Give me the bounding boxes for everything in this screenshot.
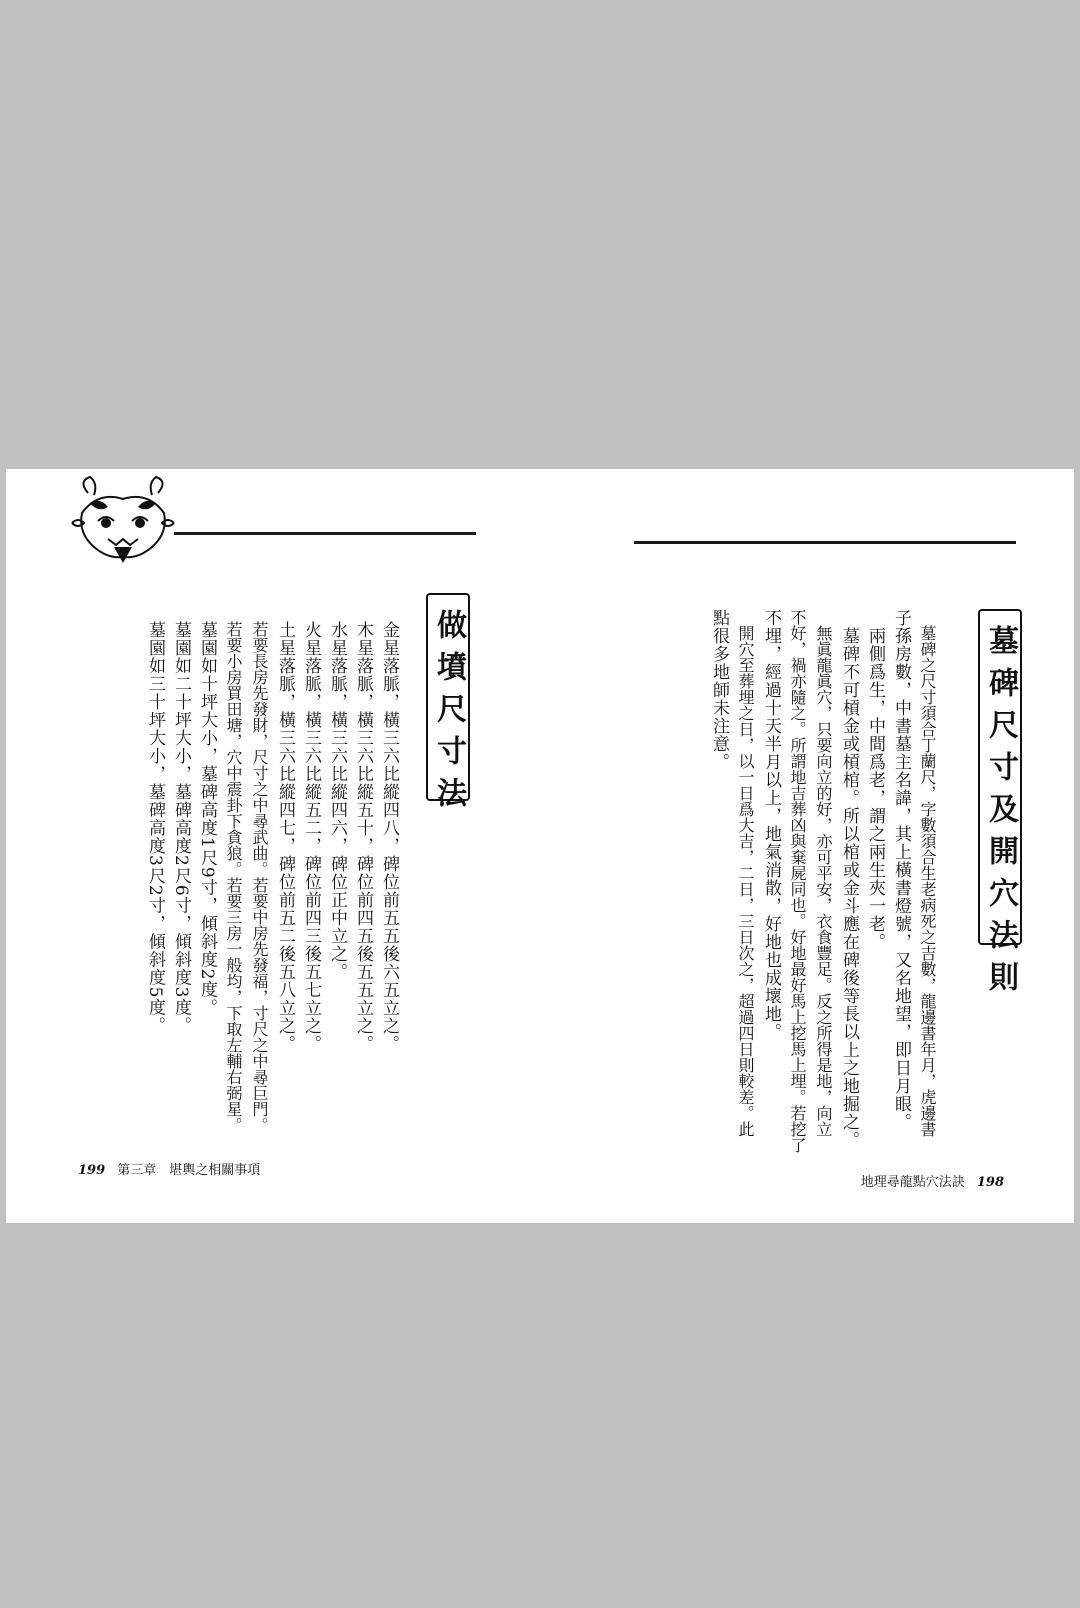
section-title: 做墳尺寸法: [426, 593, 470, 801]
text-column: 若要長房先發財，尺寸之中尋武曲。若要中房先發福，寸尺之中尋巨門。: [250, 621, 269, 1133]
section-title: 墓碑尺寸及開穴法則: [978, 609, 1022, 945]
text-column: 不好，禍亦隨之。所謂地吉葬凶與棄屍同也。好地最好馬上挖馬上埋。若挖了: [788, 609, 807, 1153]
page-number: 199: [78, 1163, 106, 1178]
text-column: 無眞龍眞穴，只要向立的好，亦可平安，衣食豐足。反之所得是地，向立: [814, 609, 833, 1137]
text-column: 土星落脈，橫三六比縱四七，碑位前五二後五八立之。: [275, 621, 295, 1053]
text-column: 兩側爲生，中間爲老，謂之兩生夾一老。: [865, 609, 885, 951]
page-number: 198: [976, 1175, 1004, 1190]
text-column: 墓園如十坪大小，墓碑高度1尺9寸，傾斜度2度。: [197, 621, 217, 1017]
right-page: [540, 469, 1074, 1223]
running-head: 地理尋龍點穴法訣: [860, 1175, 965, 1190]
text-column: 開穴至葬埋之日，以一日爲大吉，二日，三日次之，超過四日則較差。此: [736, 609, 755, 1137]
text-column: 墓園如三十坪大小，墓碑高度3尺2寸，傾斜度5度。: [145, 621, 165, 1035]
book-scan-spread: [6, 469, 1074, 1223]
text-column: 若要小房買田塘，穴中震卦下貪狼。若要三房一般均，下取左輔右弼星。: [224, 621, 243, 1133]
text-column: 金星落脈，橫三六比縱四八，碑位前五五後六五立之。: [379, 621, 399, 1053]
text-column: 子孫房數，中書墓主名諱，其上橫書燈號，又名地望，即日月眼。: [891, 609, 911, 1131]
text-column: 墓園如二十坪大小，墓碑高度2尺6寸，傾斜度3度。: [171, 621, 191, 1035]
text-column: 火星落脈，橫三六比縱五二，碑位前四三後五七立之。: [301, 621, 321, 1053]
left-page: [6, 469, 540, 1223]
header-rule: [634, 541, 1016, 544]
header-rule: [174, 532, 476, 535]
running-head: 第三章 堪輿之相關事項: [117, 1163, 261, 1178]
text-column: 點很多地師未注意。: [709, 609, 729, 771]
page-footer: [861, 1171, 1004, 1190]
page-footer: [78, 1159, 260, 1178]
text-column: 水星落脈，橫三六比縱四六，碑位正中立之。: [327, 621, 347, 981]
text-column: 木星落脈，橫三六比縱五十，碑位前四五後五五立之。: [353, 621, 373, 1053]
dragon-head-ornament-icon: [68, 473, 178, 565]
text-column: 不埋，經過十天半月以上，地氣消散，好地也成壞地。: [761, 609, 781, 1041]
text-column: 墓碑之尺寸須合丁蘭尺，字數須合生老病死之吉數，龍邊書年月，虎邊書: [918, 609, 937, 1137]
text-column: 墓碑不可槓金或槓棺。所以棺或金斗應在碑後等長以上之地掘之。: [839, 609, 859, 1149]
